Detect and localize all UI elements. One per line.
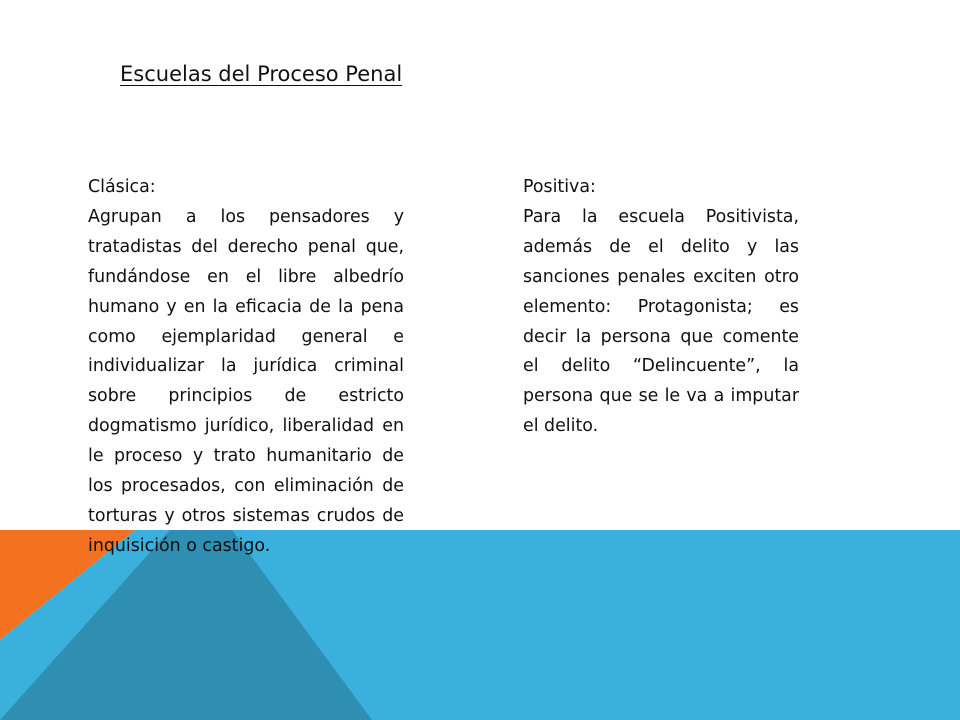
- classical-school-text: Agrupan a los pensadores y tratadistas del derecho penal que, fundándose en el libre albedrío humano y en la eficacia de la pena como ejemplaridad general e individualizar la jurídica criminal sobre principios de estricto dogmatismo jurídico, liberalidad en le proceso y trato humanitario de los procesados, con eliminación de torturas y otros sistemas crudos de inquisición o castigo.: [88, 206, 404, 556]
- classical-school-column: [88, 173, 404, 562]
- positive-school-column: [523, 173, 799, 442]
- slide-title: Escuelas del Proceso Penal: [120, 62, 403, 86]
- positive-school-heading: Positiva:: [523, 177, 596, 197]
- positive-school-text: Para la escuela Positivista, además de el delito y las sanciones penales exciten otro elemento: Protagonista; es decir la persona que comente el delito “Delincuente”, la persona que se le va a imputar el delito.: [523, 206, 799, 437]
- classical-school-heading: Clásica:: [88, 177, 156, 197]
